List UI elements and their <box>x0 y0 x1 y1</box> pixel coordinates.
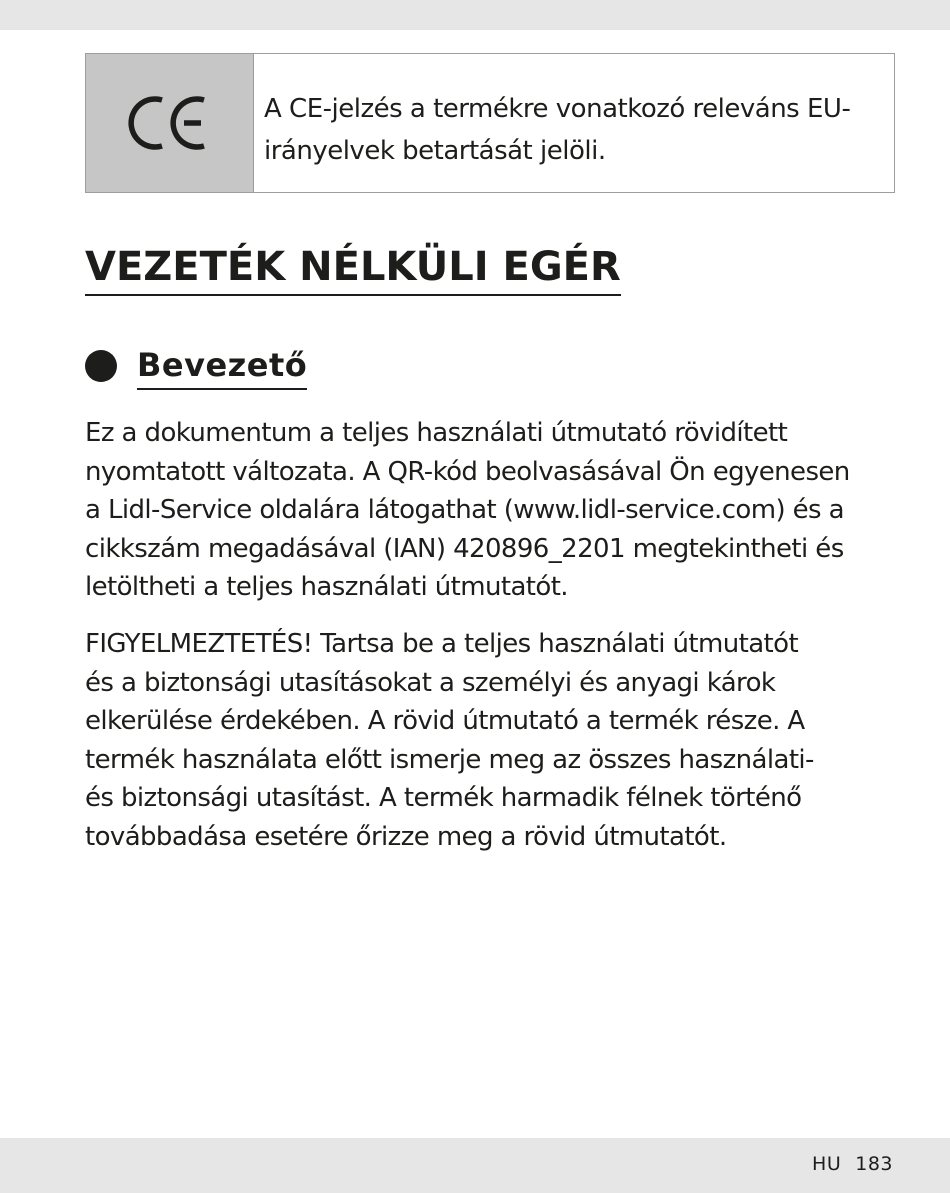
ce-mark-icon <box>128 92 212 154</box>
ce-marking-table <box>85 53 895 193</box>
page-footer <box>812 1153 893 1175</box>
top-margin-band <box>0 0 950 30</box>
bullet-icon <box>85 350 117 382</box>
paragraph-line: és a biztonsági utasításokat a személyi és anyagi károk <box>85 667 776 698</box>
ce-text-line: A CE-jelzés a termékre vonatkozó releváns EU- <box>264 94 851 124</box>
paragraph-line: továbbadása esetére őrizze meg a rövid útmutatót. <box>85 821 727 852</box>
ce-text-line: irányelvek betartását jelöli. <box>264 136 606 166</box>
warning-paragraph <box>85 625 905 856</box>
paragraph-line: cikkszám megadásával (IAN) 420896_2201 megtekintheti és <box>85 533 844 564</box>
section-title: Bevezető <box>137 342 307 390</box>
paragraph-line: a Lidl-Service oldalára látogathat (www.lidl-service.com) és a <box>85 495 844 525</box>
section-heading <box>85 342 307 390</box>
intro-paragraph <box>85 414 905 607</box>
page-number: 183 <box>855 1153 893 1175</box>
ce-mark-cell <box>86 54 254 192</box>
paragraph-line: elkerülése érdekében. A rövid útmutató a termék része. A <box>85 706 805 736</box>
footer-band <box>0 1138 950 1193</box>
paragraph-line: és biztonsági utasítást. A termék harmadik félnek történő <box>85 783 802 813</box>
paragraph-line: Ez a dokumentum a teljes használati útmutató rövidített <box>85 418 788 448</box>
paragraph-line: FIGYELMEZTETÉS! Tartsa be a teljes használati útmutatót <box>85 629 799 659</box>
language-code: HU <box>812 1153 842 1175</box>
ce-description <box>254 54 894 192</box>
paragraph-line: nyomtatott változata. A QR-kód beolvasásával Ön egyenesen <box>85 456 850 487</box>
page-title: VEZETÉK NÉLKÜLI EGÉR <box>85 240 621 296</box>
paragraph-line: termék használata előtt ismerje meg az összes használati- <box>85 744 814 775</box>
paragraph-line: letöltheti a teljes használati útmutatót. <box>85 572 568 602</box>
